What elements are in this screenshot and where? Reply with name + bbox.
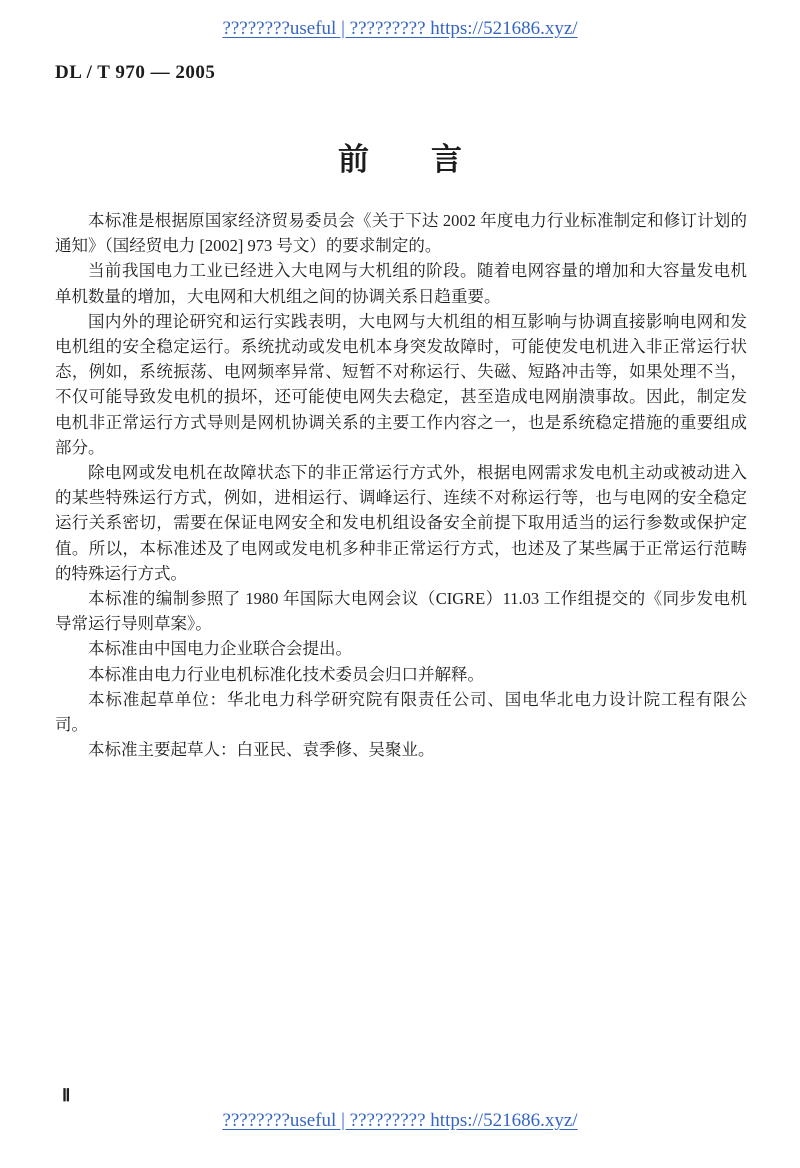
page-title: 前 言 — [338, 142, 462, 177]
foreword-body — [55, 208, 747, 762]
paragraph-drafters: 本标准主要起草人：白亚民、袁季修、吴聚业。 — [88, 740, 435, 760]
paragraph-theory-practice: 国内外的理论研究和运行实践表明，大电网与大机组的相互影响与协调直接影响电网和发电机组的安全稳定运行。系统扰动或发电机本身突发故障时，可能使发电机进入非正常运行状态，例如，系统振荡、电网频率异常、短暂不对称运行、失磁、短路冲击等，如果处理不当，不仅可能导致发电机的损坏，还可能使电网失去稳定，甚至造成电网崩溃事故。因此，制定发电机非正常运行方式导则是网机协调关系的主要工作内容之一，也是系统稳定措施的重要组成部分。 — [55, 311, 747, 457]
paragraph-special-modes: 除电网或发电机在故障状态下的非正常运行方式外，根据电网需求发电机主动或被动进入的某些特殊运行方式，例如，进相运行、调峰运行、连续不对称运行等，也与电网的安全稳定运行关系密切，需要在保证电网安全和发电机组设备安全前提下取用适当的运行参数或保护定值。所以，本标准述及了电网或发电机多种非正常运行方式，也述及了某些属于正常运行范畴的特殊运行方式。 — [55, 463, 747, 583]
standard-number: DL / T 970 — 2005 — [55, 62, 216, 83]
footer-watermark-link[interactable]: ????????useful | ????????? https://521686.xyz/ — [222, 1110, 578, 1131]
paragraph-drafting-org: 本标准起草单位：华北电力科学研究院有限责任公司、国电华北电力设计院工程有限公司。 — [55, 689, 747, 735]
page-number: Ⅱ — [62, 1086, 71, 1105]
paragraph-proposed-by: 本标准由中国电力企业联合会提出。 — [88, 639, 352, 659]
paragraph-background: 当前我国电力工业已经进入大电网与大机组的阶段。随着电网容量的增加和大容量发电机单机数量的增加，大电网和大机组之间的协调关系日趋重要。 — [55, 261, 747, 306]
header-watermark-link[interactable]: ????????useful | ????????? https://521686.xyz/ — [222, 18, 578, 39]
paragraph-basis: 本标准是根据原国家经济贸易委员会《关于下达 2002 年度电力行业标准制定和修订计划的通知》（国经贸电力 [2002] 973 号文）的要求制定的。 — [55, 211, 747, 256]
paragraph-reference: 本标准的编制参照了 1980 年国际大电网会议（CIGRE）11.03 工作组提交的《同步发电机导常运行导则草案》。 — [55, 589, 747, 634]
paragraph-interpreted-by: 本标准由电力行业电机标准化技术委员会归口并解释。 — [88, 664, 484, 684]
